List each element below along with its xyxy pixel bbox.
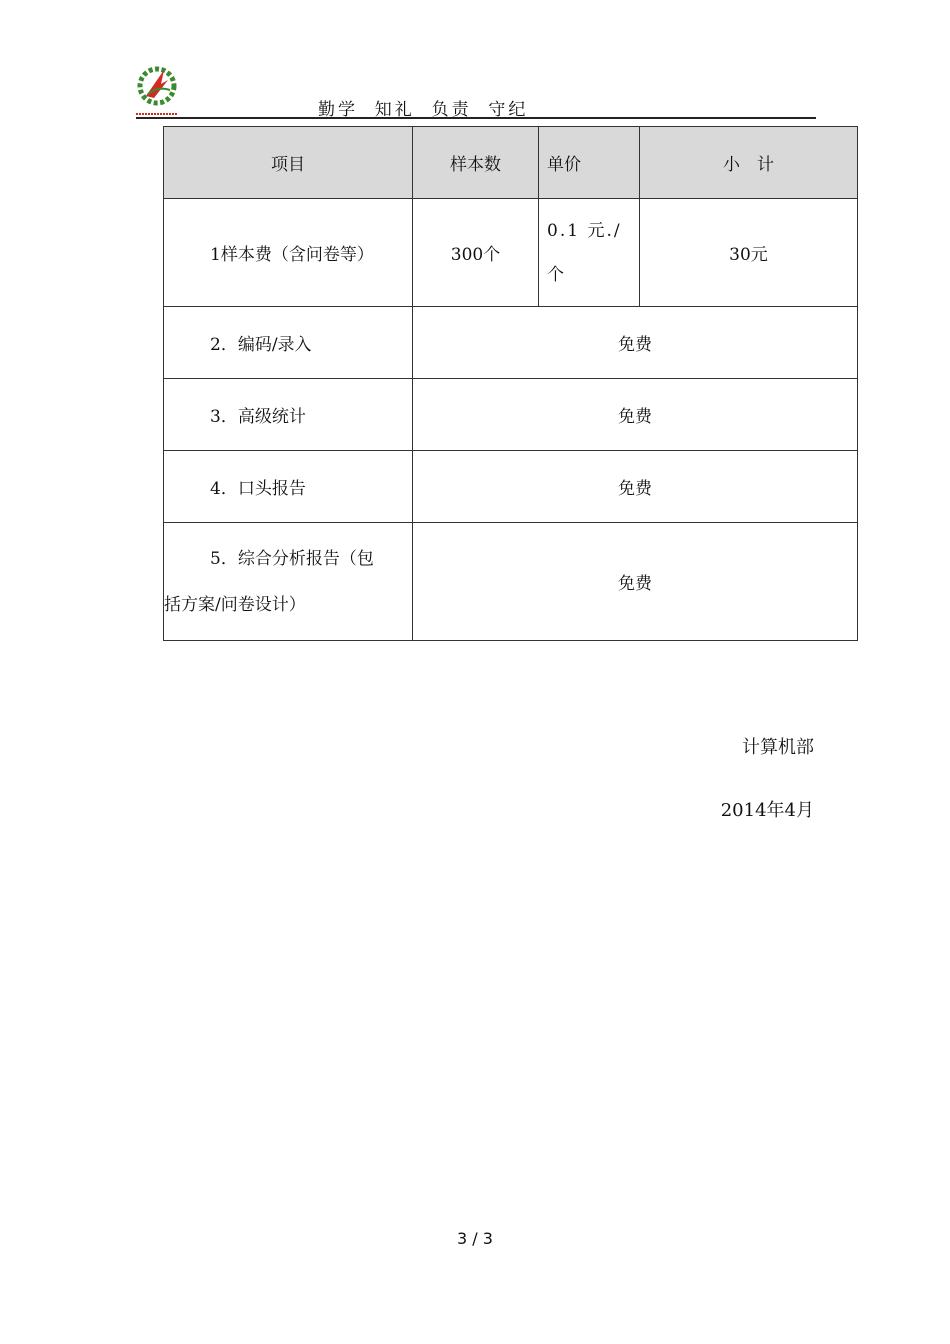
row-fee: 免费 xyxy=(413,379,858,451)
col-header-unit-price: 单价 xyxy=(539,127,640,199)
table-header-row xyxy=(164,127,858,199)
col-header-samples: 样本数 xyxy=(413,127,539,199)
page-number: 3 / 3 xyxy=(457,1229,493,1248)
row-unit-price: 0.1 元./个 xyxy=(539,199,640,307)
col-header-subtotal: 小 计 xyxy=(640,127,858,199)
header-rule xyxy=(136,117,816,119)
row-fee: 免费 xyxy=(413,523,858,641)
col-header-item: 项目 xyxy=(164,127,413,199)
table-row xyxy=(164,307,858,379)
document-date: 2014年4月 xyxy=(720,800,814,821)
row-item: 2．编码/录入 xyxy=(164,307,413,379)
row-fee: 免费 xyxy=(413,451,858,523)
table-row xyxy=(164,523,858,641)
row-item-line2: 括方案/问卷设计） xyxy=(164,594,306,615)
fee-table xyxy=(163,126,858,641)
table-row xyxy=(164,379,858,451)
table-row xyxy=(164,451,858,523)
row-item: 1样本费（含问卷等） xyxy=(164,199,413,307)
row-item: 3．高级统计 xyxy=(164,379,413,451)
row-subtotal: 30元 xyxy=(640,199,858,307)
row-item: 4．口头报告 xyxy=(164,451,413,523)
table-row xyxy=(164,199,858,307)
row-fee: 免费 xyxy=(413,307,858,379)
row-item xyxy=(164,523,413,641)
row-samples: 300个 xyxy=(413,199,539,307)
department-signature: 计算机部 xyxy=(742,737,814,758)
school-motto: 勤学 知礼 负责 守纪 xyxy=(318,100,529,120)
row-item-line1: 5．综合分析报告（包 xyxy=(210,548,374,569)
school-logo xyxy=(134,64,180,118)
